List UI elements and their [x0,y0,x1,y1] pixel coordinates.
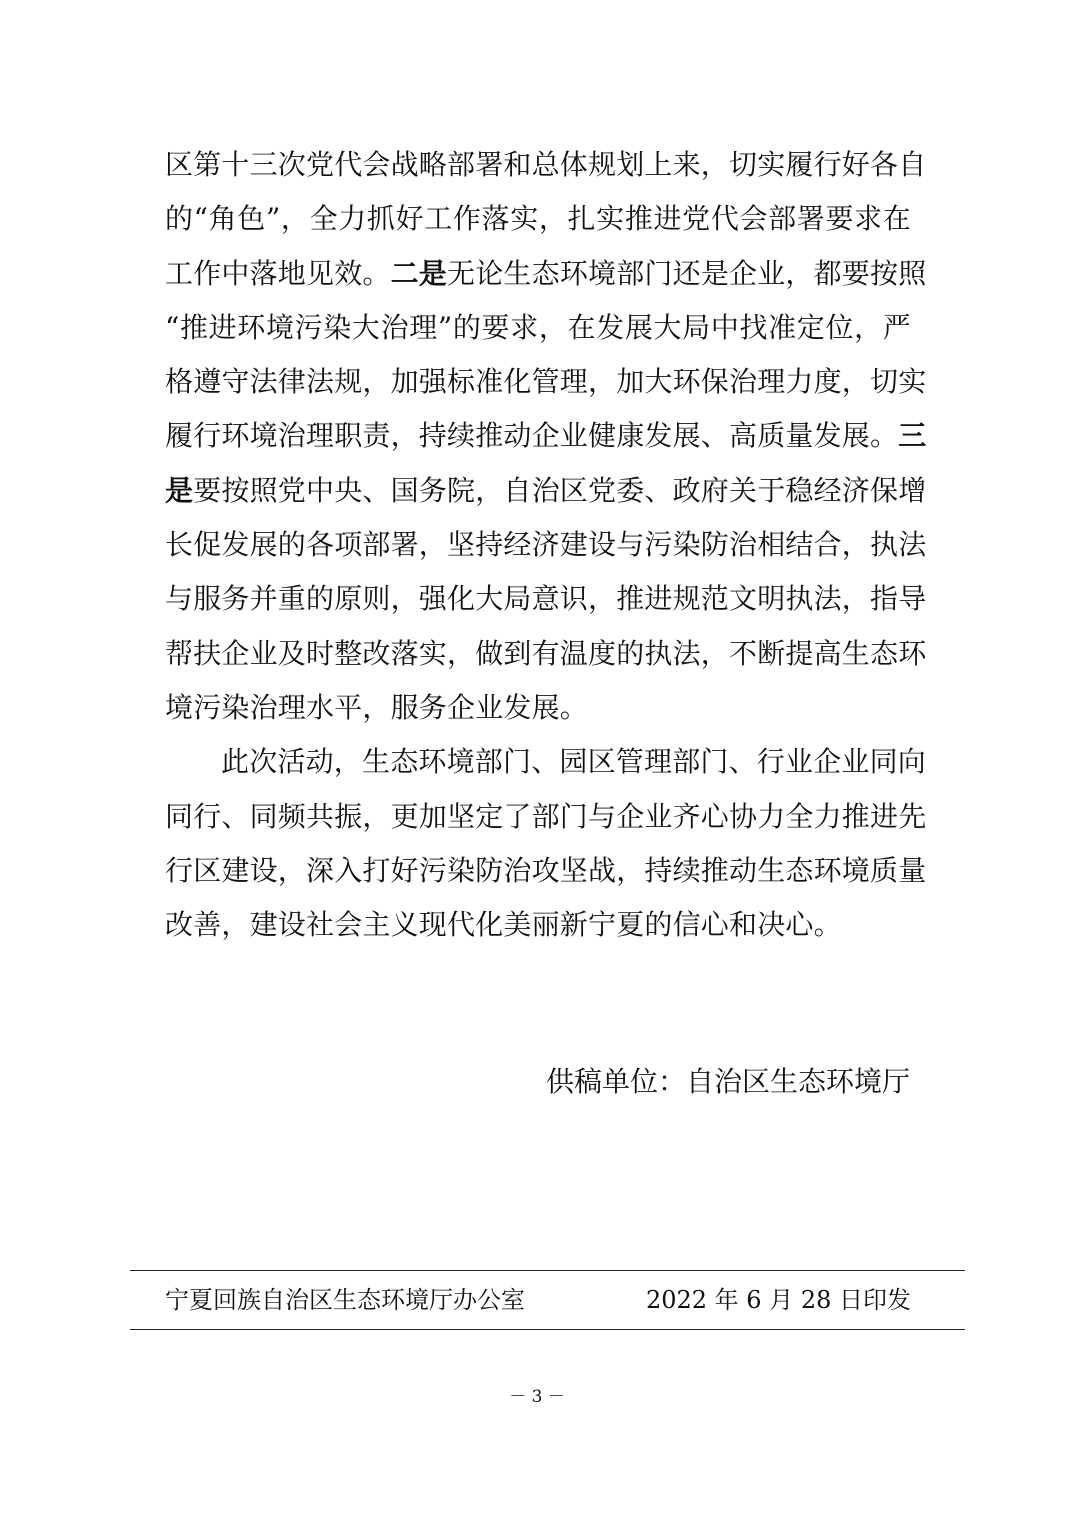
body-line-11: 境污染治理水平，服务企业发展。 [165,690,589,724]
body-line-2: 的“角色”，全力抓好工作落实，扎实推进党代会部署要求在 [165,202,911,236]
body-line-8: 长促发展的各项部署，坚持经济建设与污染防治相结合，执法 [165,528,927,562]
body-line-5: 格遵守法律法规，加强标准化管理，加大环保治理力度，切实 [165,365,927,399]
point-three-marker-a: 三 [898,419,927,453]
point-two-marker: 二是 [390,256,448,290]
body-line-7-part-b: 要按照党中央、国务院，自治区党委、政府关于稳经济保增 [193,473,927,507]
body-line-3-part-b: 无论生态环境部门还是企业，都要按照 [447,256,927,290]
body-line-10: 帮扶企业及时整改落实，做到有温度的执法，不断提高生态环 [165,636,927,670]
body-line-14: 行区建设，深入打好污染防治攻坚战，持续推动生态环境质量 [165,853,927,887]
body-line-1: 区第十三次党代会战略部署和总体规划上来，切实履行好各自 [165,148,927,181]
body-line-15: 改善，建设社会主义现代化美丽新宁夏的信心和决心。 [165,908,842,942]
contributor-signature: 供稿单位：自治区生态环境厅 [545,1065,910,1098]
footer-issuer: 宁夏回族自治区生态环境厅办公室 [165,1286,525,1314]
body-line-4: “推进环境污染大治理”的要求，在发展大局中找准定位，严 [165,310,911,344]
body-line-6-part-a: 履行环境治理职责，持续推动企业健康发展、高质量发展。 [165,419,899,453]
point-three-marker-b: 是 [165,473,194,507]
body-line-3 [165,247,927,301]
body-line-13: 同行、同频共振，更加坚定了部门与企业齐心协力全力推进先 [165,799,927,833]
body-text [165,138,927,952]
body-line-3-part-a: 工作中落地见效。 [165,256,391,290]
page-number: － 3 － [509,1387,565,1407]
body-line-7 [165,464,927,518]
body-line-6 [165,409,927,463]
footer-issue-date: 2022 年 6 月 28 日印发 [645,1286,911,1314]
body-line-9: 与服务并重的原则，强化大局意识，推进规范文明执法，指导 [165,582,927,616]
body-line-12: 此次活动，生态环境部门、园区管理部门、行业企业同向 [221,745,927,779]
footer-top-rule [130,1270,965,1271]
footer-bottom-rule [130,1329,965,1330]
